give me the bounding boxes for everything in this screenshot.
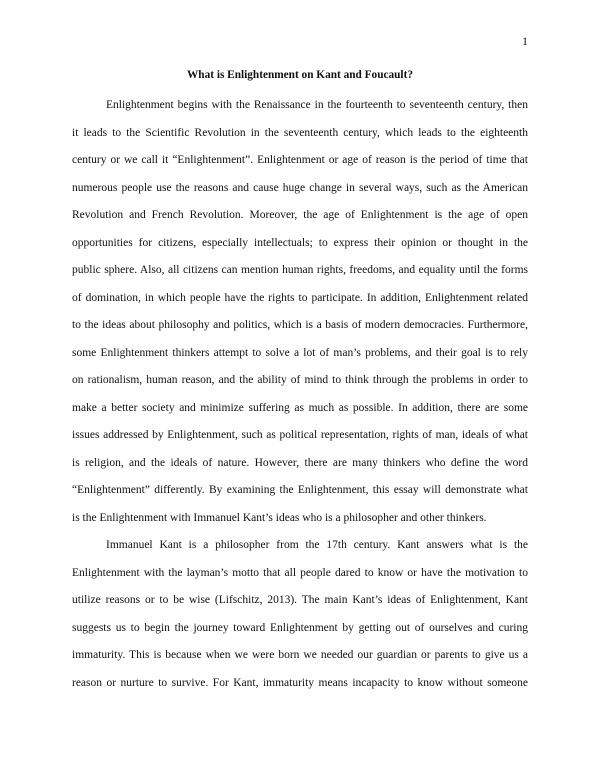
text-line: make a better society and minimize suffering as much as possible. In addition, there are some xyxy=(72,401,528,414)
text-line: reason or nurture to survive. For Kant, immaturity means incapacity to know without someone xyxy=(72,676,528,689)
text-line: it leads to the Scientific Revolution in the seventeenth century, which leads to the eighteenth xyxy=(72,126,528,139)
text-line: numerous people use the reasons and cause huge change in several ways, such as the American xyxy=(72,181,528,194)
text-line: Enlightenment with the layman’s motto that all people dared to know or have the motivation to xyxy=(72,566,528,579)
text-line: some Enlightenment thinkers attempt to solve a lot of man’s problems, and their goal is to rely xyxy=(72,346,528,359)
text-line: issues addressed by Enlightenment, such as political representation, rights of man, ideals of what xyxy=(72,429,528,441)
page-number: 1 xyxy=(522,34,528,48)
paragraph-2 xyxy=(72,532,528,697)
text-line: is the Enlightenment with Immanuel Kant’s ideas who is a philosopher and other thinkers. xyxy=(72,511,487,524)
text-line: Immanuel Kant is a philosopher from the 17th century. Kant answers what is the xyxy=(106,539,528,551)
document-title: What is Enlightenment on Kant and Foucault? xyxy=(187,69,413,81)
text-line: opportunities for citizens, especially intellectuals; to express their opinion or thought in the xyxy=(72,236,528,249)
text-line: “Enlightenment” differently. By examining the Enlightenment, this essay will demonstrate what xyxy=(72,484,528,496)
document-body xyxy=(72,92,528,697)
text-line: Enlightenment begins with the Renaissance in the fourteenth to seventeenth century, then xyxy=(106,99,528,111)
text-line: on rationalism, human reason, and the ability of mind to think through the problems in order to xyxy=(72,374,528,386)
text-line: of domination, in which people have the rights to participate. In addition, Enlightenment related xyxy=(72,291,528,304)
text-line: Revolution and French Revolution. Moreover, the age of Enlightenment is the age of open xyxy=(72,209,528,221)
text-line: public sphere. Also, all citizens can mention human rights, freedoms, and equality until the forms xyxy=(72,264,528,276)
text-line: utilize reasons or to be wise (Lifschitz, 2013). The main Kant’s ideas of Enlightenment, Kant xyxy=(72,594,528,606)
text-line: to the ideas about philosophy and politics, which is a basis of modern democracies. Furthermore, xyxy=(72,319,528,331)
text-line: is religion, and the ideals of nature. However, there are many thinkers who define the word xyxy=(72,456,528,469)
text-line: suggests us to begin the journey toward Enlightenment by getting out of ourselves and curing xyxy=(72,621,528,634)
paragraph-1 xyxy=(72,92,528,532)
text-line: century or we call it “Enlightenment”. Enlightenment or age of reason is the period of time that xyxy=(72,154,528,166)
text-line: immaturity. This is because when we were born we needed our guardian or parents to give us a xyxy=(72,649,528,661)
